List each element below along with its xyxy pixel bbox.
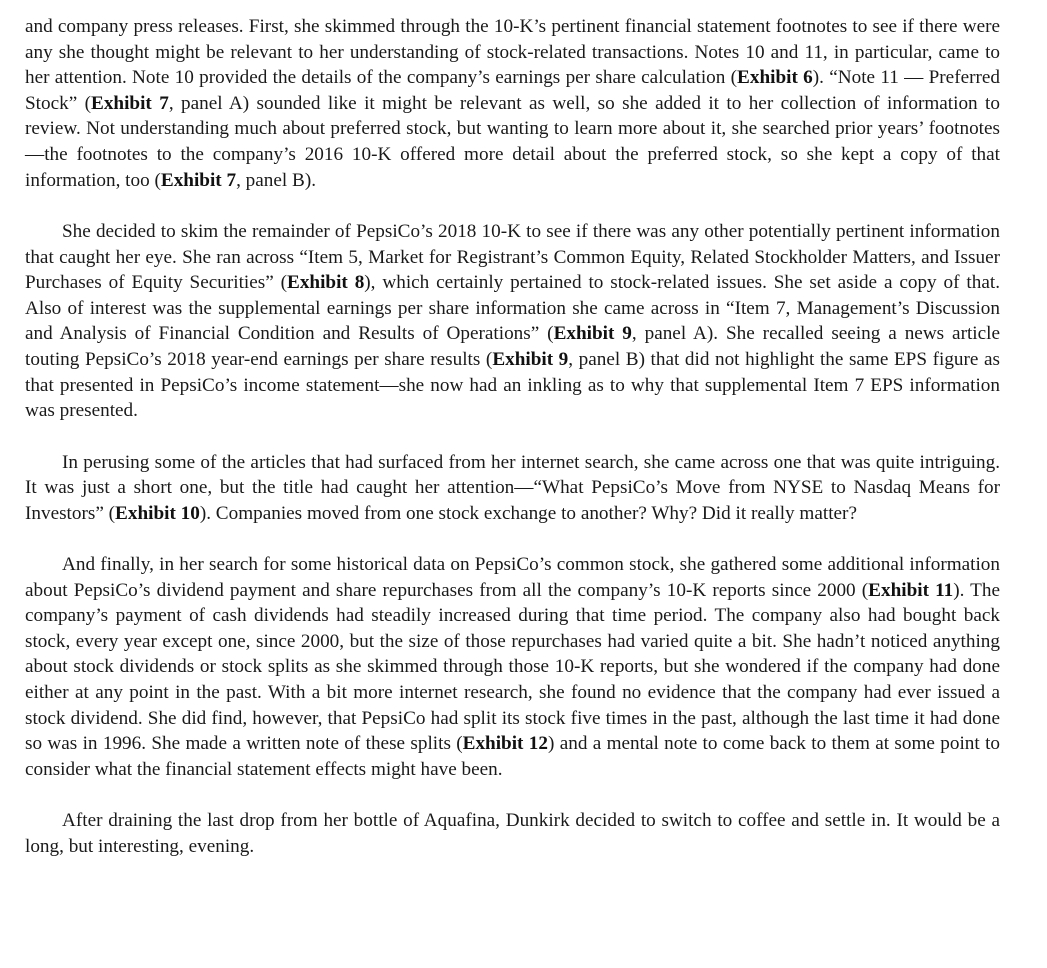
- paragraph-text: and company press releases. First, she skimmed through the 10-K’s pertinent financial statement footnotes to see if there were any she thought might be relevant to her understanding of stock-related transactions. Notes 10 and 11, in particular, came to her attention. Note 10 provided the details of the company’s earnings per share calculation (: [25, 16, 1000, 89]
- exhibit-reference: Exhibit 9: [553, 323, 632, 345]
- exhibit-reference: Exhibit 11: [868, 579, 954, 601]
- paragraph-closing: [25, 808, 1000, 859]
- paragraph-text: , panel B).: [236, 169, 317, 191]
- exhibit-reference: Exhibit 6: [737, 67, 813, 89]
- paragraph-text: ). The company’s payment of cash dividends had steadily increased during that time period. The company also had bought back stock, every year except one, since 2000, but the size of those repurchases had varied quite a bit. She hadn’t noticed anything about stock dividends or stock splits as she skimmed through those 10-K reports, but she wondered if the company had done either at any point in the past. With a bit more internet research, she found no evidence that the company had ever issued a stock dividend. She did find, however, that PepsiCo had split its stock five times in the past, although the last time it had done so was in 1996. She made a written note of these splits (: [25, 579, 1001, 755]
- paragraph-text: ). Companies moved from one stock exchange to another? Why? Did it really matter?: [199, 502, 857, 524]
- exhibit-reference: Exhibit 7: [160, 169, 237, 191]
- paragraph-text: After draining the last drop from her bottle of Aquafina, Dunkirk decided to switch to coffee and settle in. It would be a long, but interesting, evening.: [25, 810, 1000, 857]
- paragraph-text: ). “Note 11 — Preferred Stock” (: [25, 67, 1000, 114]
- exhibit-reference: Exhibit 12: [462, 733, 548, 755]
- paragraph-text: , panel B) that did not highlight the same EPS figure as that presented in PepsiCo’s income statement—she now had an inkling as to why that supplemental Item 7 EPS information was presented.: [25, 348, 1000, 422]
- paragraph-text: ) and a mental note to come back to them at some point to consider what the financial statement effects might have been.: [25, 733, 1000, 780]
- paragraph-notes-footnotes: [25, 14, 1000, 193]
- paragraph-item-5-item-7: [25, 219, 1000, 424]
- paragraph-text: ), which certainly pertained to stock-related issues. She set aside a copy of that. Also of interest was the supplemental earnings per share information she came across in “Item 7, Management’s Discussion and Analysis of Financial Condition and Results of Operations” (: [25, 272, 1000, 345]
- paragraph-nasdaq-article: [25, 450, 1000, 527]
- paragraph-text: And finally, in her search for some historical data on PepsiCo’s common stock, she gathered some additional information about PepsiCo’s dividend payment and share repurchases from all the company’s 10-K reports since 2000 (: [25, 554, 1000, 601]
- paragraph-text: In perusing some of the articles that had surfaced from her internet search, she came across one that was quite intriguing. It was just a short one, but the title had caught her attention—“What PepsiCo’s Move from NYSE to Nasdaq Means for Investors” (: [25, 451, 1000, 524]
- paragraph-text: , panel A). She recalled seeing a news article touting PepsiCo’s 2018 year-end earnings per share results (: [25, 323, 1000, 370]
- exhibit-reference: Exhibit 10: [115, 502, 200, 524]
- exhibit-reference: Exhibit 8: [287, 272, 365, 294]
- paragraph-text: , panel A) sounded like it might be relevant as well, so she added it to her collection of information to review. Not understanding much about preferred stock, but wanting to learn more about it, she searched prior years’ footnotes—the footnotes to the company’s 2016 10-K offered more detail about the preferred stock, so she kept a copy of that information, too (: [25, 92, 1000, 191]
- document-body: [25, 14, 1000, 859]
- paragraph-text: She decided to skim the remainder of PepsiCo’s 2018 10-K to see if there was any other potentially pertinent information that caught her eye. She ran across “Item 5, Market for Registrant’s Common Equity, Related Stockholder Matters, and Issuer Purchases of Equity Securities” (: [25, 220, 1000, 294]
- exhibit-reference: Exhibit 9: [492, 348, 569, 370]
- exhibit-reference: Exhibit 7: [91, 92, 169, 114]
- paragraph-dividends-splits: [25, 552, 1000, 782]
